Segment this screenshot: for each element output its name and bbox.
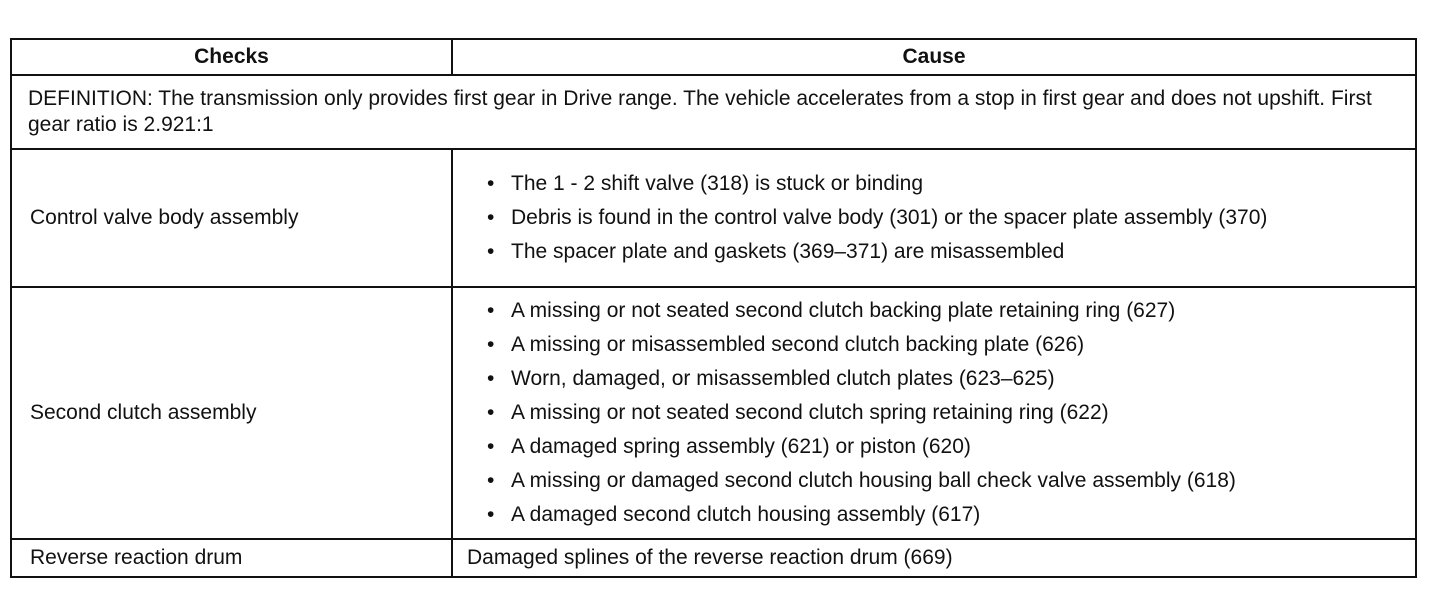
cause-text: Damaged splines of the reverse reaction drum (669) (452, 539, 1416, 577)
table-row (11, 539, 1416, 577)
diagnosis-table (10, 38, 1417, 578)
cause-item: • A damaged second clutch housing assembly (617) (487, 502, 1395, 528)
cause-list (453, 171, 1415, 265)
cause-item: • The spacer plate and gaskets (369–371) are misassembled (487, 239, 1395, 265)
table-row (11, 149, 1416, 287)
header-checks: Checks (11, 39, 452, 75)
cause-cell (452, 287, 1416, 539)
header-cause: Cause (452, 39, 1416, 75)
definition-text: DEFINITION: The transmission only provides first gear in Drive range. The vehicle accelerates from a stop in first gear and does not upshift. First gear ratio is 2.921:1 (11, 75, 1416, 149)
check-label: Reverse reaction drum (11, 539, 452, 577)
check-label: Control valve body assembly (11, 149, 452, 287)
cause-item: • A missing or damaged second clutch housing ball check valve assembly (618) (487, 468, 1395, 494)
cause-item: • The 1 - 2 shift valve (318) is stuck or binding (487, 171, 1395, 197)
cause-item: • A missing or not seated second clutch spring retaining ring (622) (487, 400, 1395, 426)
definition-row (11, 75, 1416, 149)
table-row (11, 287, 1416, 539)
check-label: Second clutch assembly (11, 287, 452, 539)
header-row (11, 39, 1416, 75)
cause-item: • A missing or misassembled second clutch backing plate (626) (487, 332, 1395, 358)
cause-item: • Worn, damaged, or misassembled clutch plates (623–625) (487, 366, 1395, 392)
cause-item: • A damaged spring assembly (621) or piston (620) (487, 434, 1395, 460)
cause-list (453, 298, 1415, 528)
cause-cell (452, 149, 1416, 287)
cause-item: • Debris is found in the control valve body (301) or the spacer plate assembly (370) (487, 205, 1395, 231)
cause-item: • A missing or not seated second clutch backing plate retaining ring (627) (487, 298, 1395, 324)
